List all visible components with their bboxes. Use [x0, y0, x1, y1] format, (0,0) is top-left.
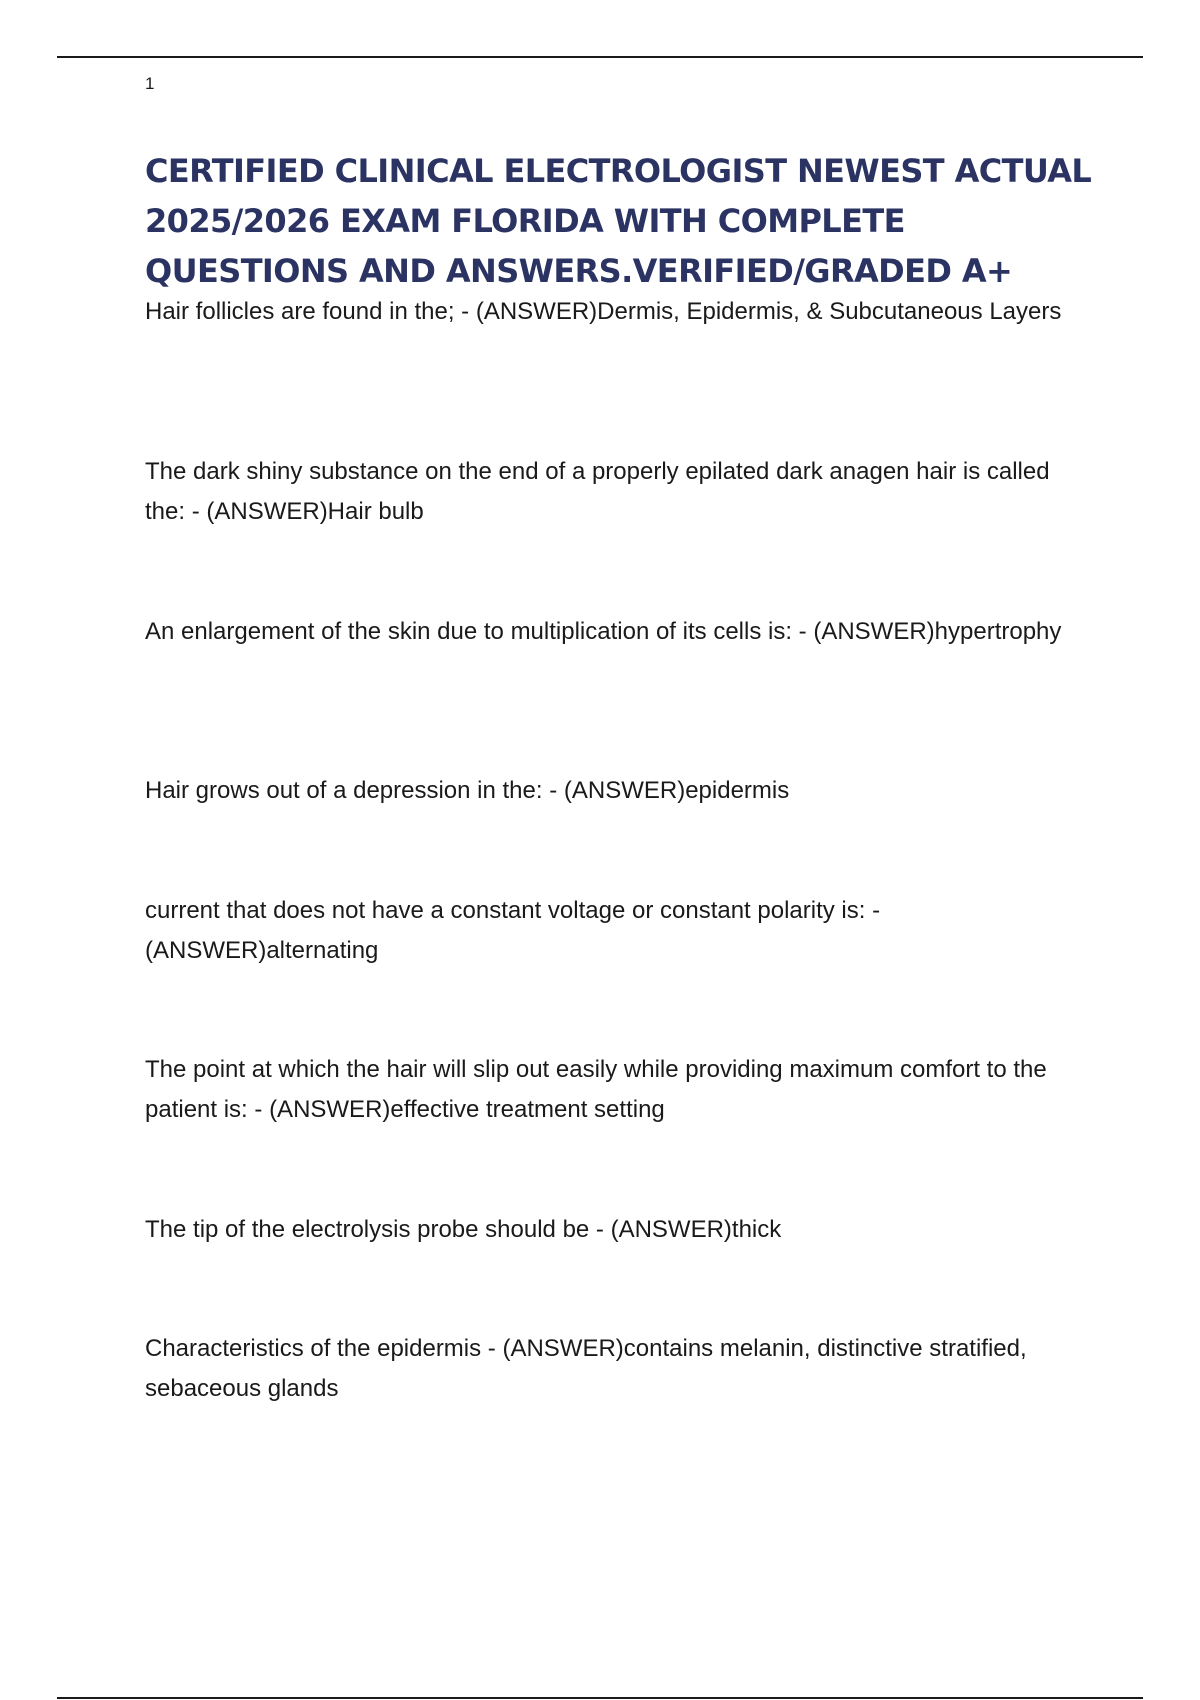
qa-item — [145, 292, 1085, 332]
document-title: CERTIFIED CLINICAL ELECTROLOGIST NEWEST ACTUAL 2025/2026 EXAM FLORIDA WITH COMPLETE QUESTIONS AND ANSWERS.VERIFIED/GRADED A+ — [145, 152, 1092, 290]
answer-text: (ANSWER)alternating — [145, 937, 379, 964]
question-text: The tip of the electrolysis probe should be - — [145, 1216, 611, 1243]
qa-item — [145, 891, 1085, 971]
question-text: Hair follicles are found in the; - — [145, 298, 476, 325]
question-text: The point at which the hair will slip out easily while providing maximum comfort to the patient is: - — [145, 1056, 1047, 1123]
answer-text: (ANSWER)effective treatment setting — [269, 1096, 665, 1123]
answer-text: (ANSWER)epidermis — [563, 777, 790, 804]
page-number: 1 — [145, 74, 155, 93]
question-text: An enlargement of the skin due to multiplication of its cells is: - — [145, 618, 814, 645]
header-rule — [57, 56, 1143, 58]
answer-text: (ANSWER)Hair bulb — [206, 498, 424, 525]
question-text: current that does not have a constant voltage or constant polarity is: - — [145, 897, 881, 924]
question-text: The dark shiny substance on the end of a properly epilated dark anagen hair is called the: - — [145, 458, 1050, 525]
answer-text: (ANSWER)contains melanin, distinctive stratified, sebaceous glands — [145, 1335, 1027, 1402]
answer-text: (ANSWER)hypertrophy — [813, 618, 1062, 645]
qa-item — [145, 612, 1085, 652]
qa-item — [145, 1210, 1085, 1250]
footer-rule — [57, 1697, 1143, 1699]
qa-item — [145, 1329, 1085, 1409]
qa-item — [145, 452, 1085, 532]
qa-item — [145, 771, 1085, 811]
question-text: Hair grows out of a depression in the: - — [145, 777, 564, 804]
answer-text: (ANSWER)thick — [610, 1216, 782, 1243]
answer-text: (ANSWER)Dermis, Epidermis, & Subcutaneous Layers — [475, 298, 1062, 325]
qa-item — [145, 1050, 1085, 1130]
question-text: Characteristics of the epidermis - — [145, 1335, 503, 1362]
